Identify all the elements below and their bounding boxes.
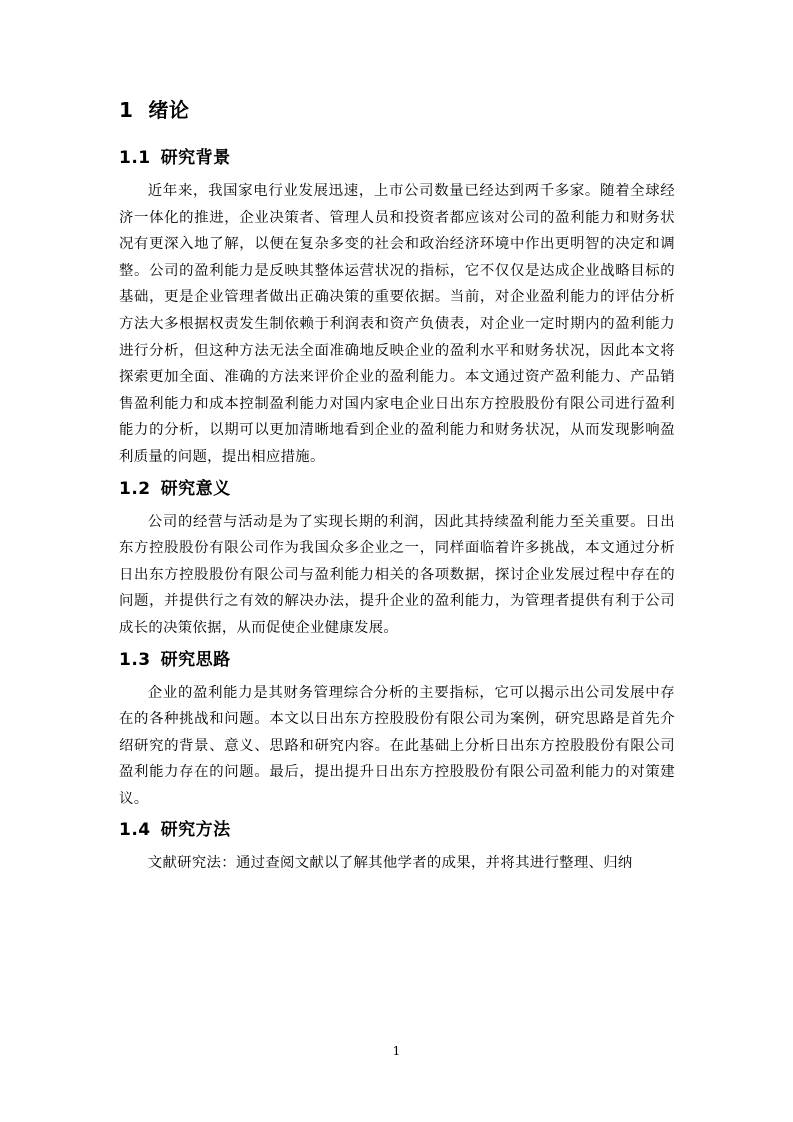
chapter-number: 1 (119, 98, 134, 122)
section-methods (119, 818, 675, 877)
section-heading (119, 818, 675, 842)
section-approach (119, 648, 675, 813)
section-significance (119, 477, 675, 642)
chapter-title: 绪论 (148, 98, 190, 122)
chapter-heading (119, 96, 675, 124)
page-content (119, 96, 675, 883)
page-number: 1 (392, 1044, 401, 1058)
section-number: 1.2 (119, 478, 151, 499)
section-number: 1.1 (119, 148, 151, 168)
section-title: 研究思路 (160, 649, 231, 670)
section-heading (119, 146, 675, 170)
section-background (119, 146, 675, 471)
body-paragraph: 近年来，我国家电行业发展迅速，上市公司数量已经达到两千多家。随着全球经济一体化的推进，企业决策者、管理人员和投资者都应该对公司的盈利能力和财务状况有更深入地了解，以便在复杂多变的社会和政治经济环境中作出更明智的决定和调整。公司的盈利能力是反映其整体运营状况的指标，它不仅仅是达成企业战略目标的基础，更是企业管理者做出正确决策的重要依据。当前，对企业盈利能力的评估分析方法大多根据权责发生制依赖于利润表和资产负债表，对企业一定时期内的盈利能力进行分析，但这种方法无法全面准确地反映企业的盈利水平和财务状况，因此本文将探索更加全面、准确的方法来评价企业的盈利能力。本文通过资产盈利能力、产品销售盈利能力和成本控制盈利能力对国内家电企业日出东方控股股份有限公司进行盈利能力的分析，以期可以更加清晰地看到企业的盈利能力和财务状况，从而发现影响盈利质量的问题，提出相应措施。 (119, 183, 675, 465)
body-paragraph: 公司的经营与活动是为了实现长期的利润，因此其持续盈利能力至关重要。日出东方控股股份有限公司作为我国众多企业之一，同样面临着许多挑战，本文通过分析日出东方控股股份有限公司与盈利能力相关的各项数据，探讨企业发展过程中存在的问题，并提供行之有效的解决办法，提升企业的盈利能力，为管理者提供有利于公司成长的决策依据，从而促使企业健康发展。 (119, 513, 675, 636)
section-title: 研究背景 (160, 148, 231, 168)
section-title: 研究意义 (160, 478, 231, 499)
section-number: 1.4 (119, 820, 151, 841)
section-heading (119, 477, 675, 501)
section-heading (119, 648, 675, 672)
section-number: 1.3 (119, 649, 151, 670)
section-title: 研究方法 (160, 820, 231, 841)
body-paragraph: 企业的盈利能力是其财务管理综合分析的主要指标，它可以揭示出公司发展中存在的各种挑战和问题。本文以日出东方控股股份有限公司为案例，研究思路是首先介绍研究的背景、意义、思路和研究内容。在此基础上分析日出东方控股股份有限公司盈利能力存在的问题。最后，提出提升日出东方控股股份有限公司盈利能力的对策建议。 (119, 684, 675, 807)
body-paragraph: 文献研究法：通过查阅文献以了解其他学者的成果，并将其进行整理、归纳 (147, 855, 633, 872)
